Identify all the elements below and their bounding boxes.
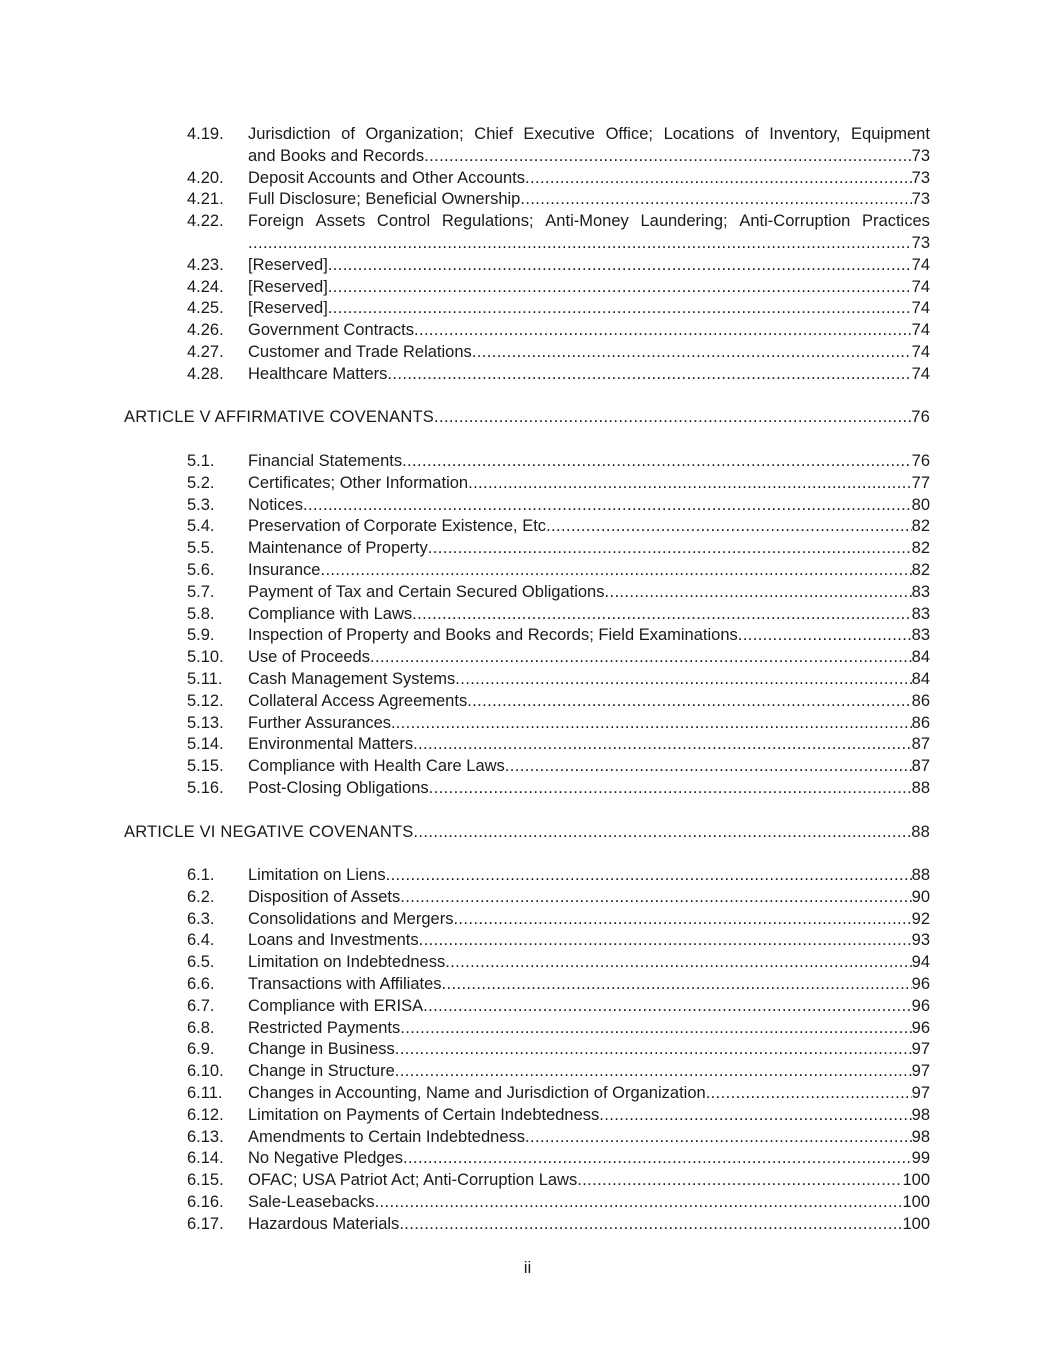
- toc-entry-6-9[interactable]: [124, 1039, 930, 1061]
- entry-number: 6.11.: [187, 1084, 223, 1103]
- toc-entry-6-15[interactable]: [124, 1170, 930, 1192]
- toc-entry-4-27[interactable]: [124, 342, 930, 364]
- entry-number: 5.12.: [187, 691, 224, 710]
- entry-page: 73: [911, 233, 930, 252]
- entry-title: [Reserved]: [248, 277, 328, 296]
- dot-leader: [520, 189, 911, 211]
- toc-entry-4-28[interactable]: [124, 364, 930, 386]
- dot-leader: [738, 625, 912, 647]
- dot-leader: [429, 778, 912, 800]
- entry-number: 5.10.: [187, 648, 224, 667]
- entry-number: 6.16.: [187, 1193, 224, 1212]
- entry-page: 100: [902, 1171, 930, 1190]
- dot-leader: [442, 974, 912, 996]
- toc-entry-5-3[interactable]: [124, 495, 930, 517]
- table-of-contents: [124, 124, 930, 1236]
- dot-leader: [604, 582, 911, 604]
- dot-leader: [467, 691, 911, 713]
- entry-page: 74: [911, 255, 930, 274]
- entry-page: 100: [902, 1193, 930, 1212]
- entry-page: 76: [911, 451, 930, 470]
- entry-page: 90: [911, 887, 930, 906]
- entry-number: 6.17.: [187, 1214, 224, 1233]
- entry-number: 5.6.: [187, 560, 215, 579]
- entry-number: 5.1.: [187, 451, 215, 470]
- toc-entry-4-19[interactable]: [124, 124, 930, 168]
- toc-entry-5-8[interactable]: [124, 604, 930, 626]
- dot-leader: [423, 996, 911, 1018]
- article-heading-vi[interactable]: [124, 822, 930, 844]
- entry-number: 5.4.: [187, 517, 215, 536]
- entry-page: 84: [911, 648, 930, 667]
- dot-leader: [414, 320, 912, 342]
- entry-number: 4.24.: [187, 277, 224, 296]
- toc-entry-5-13[interactable]: [124, 713, 930, 735]
- dot-leader: [387, 364, 911, 386]
- toc-entry-6-12[interactable]: [124, 1105, 930, 1127]
- entry-page: 87: [911, 735, 930, 754]
- entry-page: 74: [911, 342, 930, 361]
- entry-number: 5.15.: [187, 757, 224, 776]
- entry-page: 82: [911, 539, 930, 558]
- entry-page: 93: [911, 931, 930, 950]
- toc-entry-5-14[interactable]: [124, 734, 930, 756]
- dot-leader: [455, 669, 911, 691]
- toc-entry-5-4[interactable]: [124, 516, 930, 538]
- article-page: 88: [911, 822, 930, 841]
- article-page: 76: [911, 408, 930, 427]
- toc-entry-4-26[interactable]: [124, 320, 930, 342]
- dot-leader: [412, 604, 911, 626]
- toc-entry-5-5[interactable]: [124, 538, 930, 560]
- entry-title: Inspection of Property and Books and Records; Field Examinations: [248, 626, 738, 645]
- toc-entry-5-10[interactable]: [124, 647, 930, 669]
- entry-title: Healthcare Matters: [248, 364, 388, 383]
- entry-title: Full Disclosure; Beneficial Ownership: [248, 190, 521, 209]
- entry-title-line1: Foreign Assets Control Regulations; Anti-Money Laundering; Anti-Corruption Practices: [248, 212, 930, 231]
- entry-title: Insurance: [248, 560, 321, 579]
- entry-number: 5.13.: [187, 713, 224, 732]
- toc-entry-5-6[interactable]: [124, 560, 930, 582]
- entry-page: 94: [911, 953, 930, 972]
- toc-entry-5-9[interactable]: [124, 625, 930, 647]
- toc-entry-6-11[interactable]: [124, 1083, 930, 1105]
- toc-entry-4-25[interactable]: [124, 298, 930, 320]
- entry-number: 6.7.: [187, 996, 215, 1015]
- toc-entry-6-1[interactable]: [124, 865, 930, 887]
- dot-leader: [400, 887, 911, 909]
- section-6-list: [124, 865, 930, 1236]
- entry-title: Collateral Access Agreements: [248, 691, 468, 710]
- toc-entry-6-7[interactable]: [124, 996, 930, 1018]
- entry-page: 74: [911, 321, 930, 340]
- toc-entry-6-17[interactable]: [124, 1214, 930, 1236]
- entry-page: 97: [911, 1040, 930, 1059]
- entry-number: 6.12.: [187, 1105, 224, 1124]
- article-heading-v[interactable]: [124, 407, 930, 429]
- entry-page: 87: [911, 757, 930, 776]
- entry-title: Loans and Investments: [248, 931, 419, 950]
- entry-title: Limitation on Indebtedness: [248, 953, 446, 972]
- dot-leader: [328, 277, 912, 299]
- entry-number: 6.4.: [187, 931, 215, 950]
- entry-page: 98: [911, 1127, 930, 1146]
- section-4-list: [124, 124, 930, 386]
- entry-number: 4.19.: [187, 125, 224, 143]
- entry-page: 74: [911, 299, 930, 318]
- entry-page: 83: [911, 604, 930, 623]
- article-title: ARTICLE V AFFIRMATIVE COVENANTS: [124, 408, 434, 427]
- toc-entry-6-16[interactable]: [124, 1192, 930, 1214]
- dot-leader: [413, 822, 911, 844]
- dot-leader: [399, 1214, 902, 1236]
- entry-page: 83: [911, 626, 930, 645]
- dot-leader: [386, 865, 912, 887]
- entry-title-line1: Jurisdiction of Organization; Chief Executive Office; Locations of Inventory, Equipment: [248, 125, 930, 143]
- entry-number: 4.28.: [187, 364, 224, 383]
- page-number: ii: [523, 1258, 532, 1277]
- dot-leader: [320, 560, 911, 582]
- entry-title: Certificates; Other Information: [248, 473, 469, 492]
- entry-title: Post-Closing Obligations: [248, 778, 429, 797]
- entry-title: Transactions with Affiliates: [248, 975, 442, 994]
- dot-leader: [468, 473, 912, 495]
- toc-entry-6-13[interactable]: [124, 1127, 930, 1149]
- dot-leader: [395, 1061, 912, 1083]
- entry-page: 99: [911, 1149, 930, 1168]
- entry-number: 6.2.: [187, 887, 215, 906]
- section-5-list: [124, 451, 930, 800]
- entry-page: 83: [911, 582, 930, 601]
- article-title: ARTICLE VI NEGATIVE COVENANTS: [124, 822, 414, 841]
- entry-title: Disposition of Assets: [248, 887, 401, 906]
- entry-page: 97: [911, 1084, 930, 1103]
- entry-number: 4.22.: [187, 212, 224, 231]
- entry-title: Change in Structure: [248, 1062, 395, 1081]
- toc-entry-6-5[interactable]: [124, 952, 930, 974]
- toc-entry-4-21[interactable]: [124, 189, 930, 211]
- entry-page: 96: [911, 975, 930, 994]
- dot-leader: [706, 1083, 912, 1105]
- entry-page: 73: [911, 168, 930, 187]
- entry-number: 4.27.: [187, 342, 224, 361]
- entry-title: Payment of Tax and Certain Secured Obligations: [248, 582, 605, 601]
- entry-number: 6.10.: [187, 1062, 224, 1081]
- entry-page: 73: [911, 190, 930, 209]
- entry-title: Sale-Leasebacks: [248, 1193, 375, 1212]
- dot-leader: [248, 233, 912, 255]
- toc-entry-6-10[interactable]: [124, 1061, 930, 1083]
- entry-title: Government Contracts: [248, 321, 414, 340]
- dot-leader: [453, 909, 911, 931]
- entry-page: 74: [911, 364, 930, 383]
- entry-number: 4.26.: [187, 321, 224, 340]
- entry-number: 6.1.: [187, 866, 215, 885]
- entry-title: No Negative Pledges: [248, 1149, 404, 1168]
- entry-title: Notices: [248, 495, 304, 514]
- entry-number: 5.3.: [187, 495, 215, 514]
- entry-number: 4.23.: [187, 255, 224, 274]
- entry-title: Further Assurances.: [248, 713, 396, 732]
- dot-leader: [577, 1170, 902, 1192]
- dot-leader: [434, 407, 911, 429]
- dot-leader: [413, 734, 912, 756]
- dot-leader: [525, 1127, 912, 1149]
- entry-title: Hazardous Materials: [248, 1214, 400, 1233]
- entry-title: Environmental Matters: [248, 735, 414, 754]
- entry-title: Limitation on Liens: [248, 866, 386, 885]
- entry-title: Maintenance of Property: [248, 539, 428, 558]
- entry-page: 86: [911, 713, 930, 732]
- entry-page: 86: [911, 691, 930, 710]
- entry-title: Compliance with ERISA: [248, 996, 424, 1015]
- entry-number: 5.11.: [187, 669, 223, 688]
- entry-number: 5.5.: [187, 539, 215, 558]
- entry-page: 88: [911, 866, 930, 885]
- entry-number: 5.16.: [187, 778, 224, 797]
- entry-page: 82: [911, 517, 930, 536]
- toc-entry-4-22[interactable]: [124, 211, 930, 255]
- entry-page: 98: [911, 1105, 930, 1124]
- dot-leader: [428, 538, 912, 560]
- dot-leader: [370, 647, 912, 669]
- dot-leader: [395, 1039, 912, 1061]
- toc-entry-6-8[interactable]: [124, 1018, 930, 1040]
- dot-leader: [505, 756, 912, 778]
- entry-number: 4.21.: [187, 190, 224, 209]
- entry-title: Use of Proceeds: [248, 648, 370, 667]
- dot-leader: [400, 1018, 911, 1040]
- entry-number: 6.8.: [187, 1018, 215, 1037]
- entry-page: 77: [911, 473, 930, 492]
- toc-entry-6-3[interactable]: [124, 909, 930, 931]
- entry-number: 6.15.: [187, 1171, 224, 1190]
- toc-entry-6-14[interactable]: [124, 1148, 930, 1170]
- entry-title: Limitation on Payments of Certain Indebtedness: [248, 1105, 600, 1124]
- entry-title: Amendments to Certain Indebtedness: [248, 1127, 525, 1146]
- entry-title: [Reserved]: [248, 255, 328, 274]
- entry-page: 80: [911, 495, 930, 514]
- entry-page: 88: [911, 778, 930, 797]
- entry-title: Preservation of Corporate Existence, Etc: [248, 517, 547, 536]
- entry-page: 96: [911, 1018, 930, 1037]
- entry-title: Deposit Accounts and Other Accounts: [248, 168, 525, 187]
- entry-page: 97: [911, 1062, 930, 1081]
- toc-entry-5-7[interactable]: [124, 582, 930, 604]
- toc-entry-5-1[interactable]: [124, 451, 930, 473]
- entry-number: 6.6.: [187, 975, 215, 994]
- entry-number: 4.25.: [187, 299, 224, 318]
- dot-leader: [546, 516, 912, 538]
- toc-entry-4-23[interactable]: [124, 255, 930, 277]
- entry-number: 5.14.: [187, 735, 224, 754]
- toc-entry-6-2[interactable]: [124, 887, 930, 909]
- toc-entry-4-24[interactable]: [124, 277, 930, 299]
- dot-leader: [419, 930, 912, 952]
- toc-entry-4-20[interactable]: [124, 168, 930, 190]
- toc-entry-5-12[interactable]: [124, 691, 930, 713]
- entry-page: 82: [911, 560, 930, 579]
- entry-number: 6.5.: [187, 953, 215, 972]
- entry-title: Restricted Payments: [248, 1018, 401, 1037]
- entry-number: 5.8.: [187, 604, 215, 623]
- entry-number: 5.9.: [187, 626, 215, 645]
- dot-leader: [375, 1192, 903, 1214]
- dot-leader: [396, 713, 912, 735]
- entry-page: 73: [911, 146, 930, 165]
- dot-leader: [445, 952, 911, 974]
- toc-entry-6-4[interactable]: [124, 930, 930, 952]
- entry-title-line2: and Books and Records: [248, 146, 425, 165]
- dot-leader: [328, 298, 912, 320]
- entry-page: 84: [911, 669, 930, 688]
- dot-leader: [599, 1105, 911, 1127]
- entry-title: Compliance with Laws: [248, 604, 413, 623]
- entry-title: Customer and Trade Relations: [248, 342, 472, 361]
- entry-page: 100: [902, 1214, 930, 1233]
- toc-entry-5-2[interactable]: [124, 473, 930, 495]
- entry-title: OFAC; USA Patriot Act; Anti-Corruption Laws: [248, 1171, 578, 1190]
- entry-page: 92: [911, 909, 930, 928]
- entry-page: 74: [911, 277, 930, 296]
- toc-entry-5-15[interactable]: [124, 756, 930, 778]
- dot-leader: [525, 168, 912, 190]
- dot-leader: [402, 451, 912, 473]
- entry-title: Consolidations and Mergers: [248, 909, 454, 928]
- dot-leader: [403, 1148, 912, 1170]
- entry-title: Financial Statements: [248, 451, 403, 470]
- dot-leader: [472, 342, 912, 364]
- dot-leader: [303, 495, 912, 517]
- toc-entry-5-11[interactable]: [124, 669, 930, 691]
- entry-number: 6.9.: [187, 1040, 215, 1059]
- entry-title: Compliance with Health Care Laws: [248, 757, 505, 776]
- entry-title: [Reserved]: [248, 299, 328, 318]
- entry-page: 96: [911, 996, 930, 1015]
- toc-entry-6-6[interactable]: [124, 974, 930, 996]
- entry-number: 6.14.: [187, 1149, 224, 1168]
- entry-number: 6.3.: [187, 909, 215, 928]
- entry-number: 5.2.: [187, 473, 215, 492]
- entry-number: 5.7.: [187, 582, 215, 601]
- entry-number: 6.13.: [187, 1127, 224, 1146]
- dot-leader: [328, 255, 912, 277]
- entry-title: Cash Management Systems: [248, 669, 456, 688]
- entry-title: Change in Business: [248, 1040, 395, 1059]
- dot-leader: [424, 146, 912, 168]
- entry-number: 4.20.: [187, 168, 224, 187]
- entry-title: Changes in Accounting, Name and Jurisdiction of Organization: [248, 1084, 706, 1103]
- toc-entry-5-16[interactable]: [124, 778, 930, 800]
